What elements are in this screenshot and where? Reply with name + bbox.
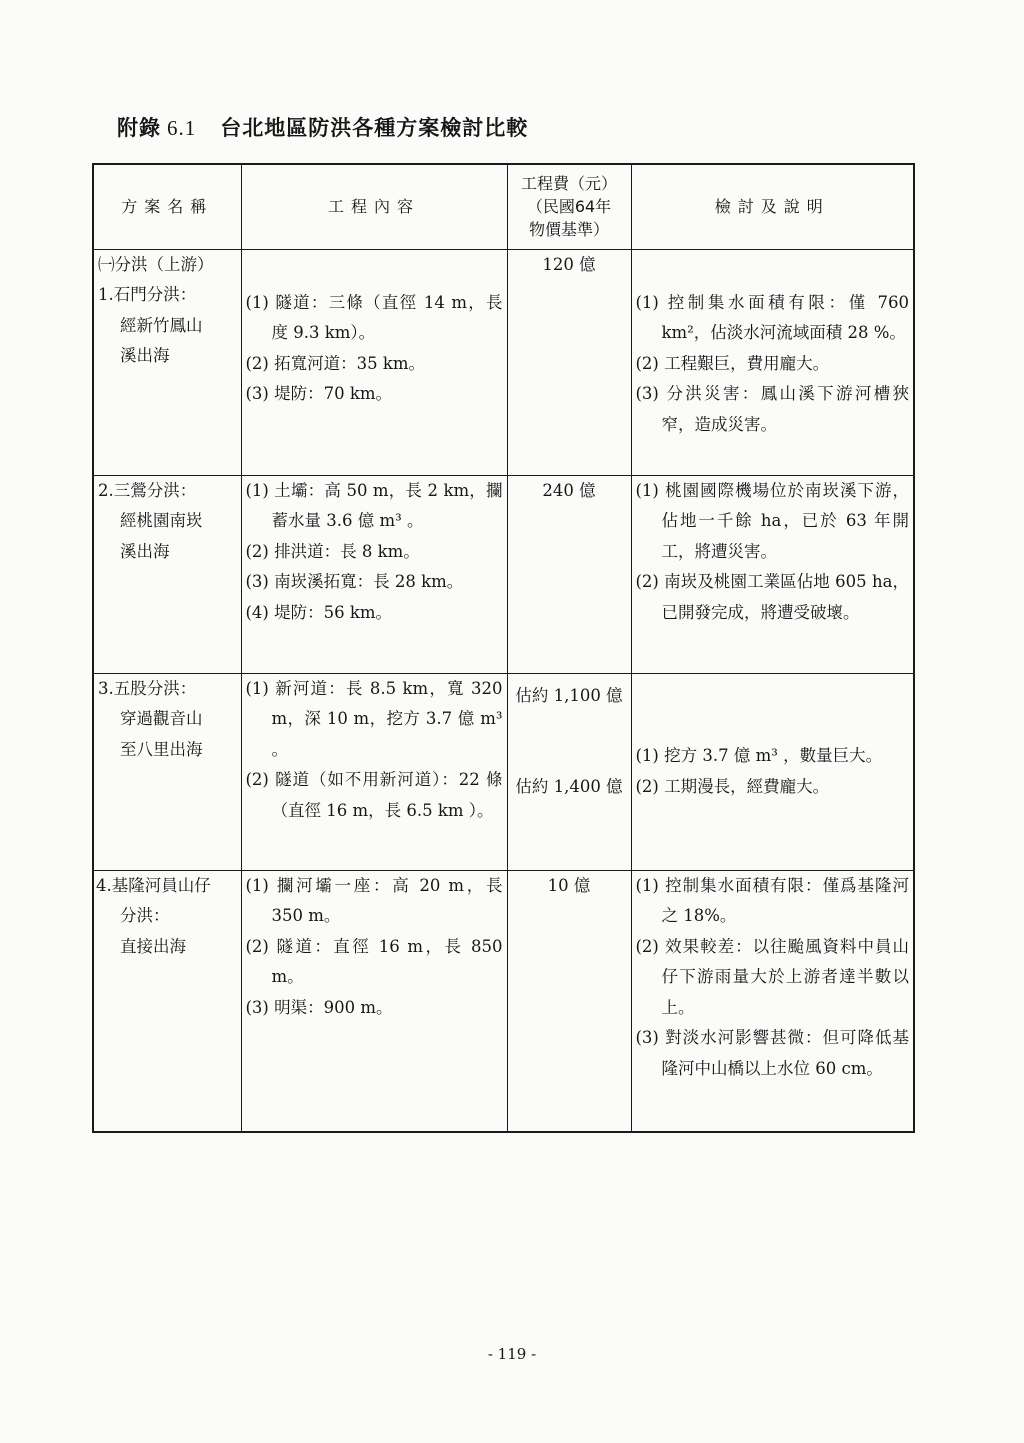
plan-name-cell (93, 870, 241, 1132)
notes-cell (631, 870, 914, 1132)
notes-cell (631, 249, 914, 475)
page-number: - 119 - (487, 1345, 537, 1363)
plan-desc: 經新竹鳳山 (120, 315, 203, 335)
content-item: (2) 隧道：直徑 16 m，長 850 m。 (245, 936, 503, 986)
note-item: (2) 工程艱巨，費用龐大。 (635, 353, 830, 373)
content-item: (3) 明渠：900 m。 (245, 997, 393, 1017)
header-cost-line3: 物價基準） (528, 220, 609, 240)
cost-option-2: 估約 1,400 億 (515, 777, 623, 796)
plan-name: 4.基隆河員山仔 (96, 875, 211, 895)
comparison-table (92, 163, 915, 1133)
content-item: (4) 堤防：56 km。 (245, 602, 393, 622)
header-row (93, 164, 914, 249)
cost-cell: 240 億 (507, 475, 631, 673)
note-item: (1) 挖方 3.7 億 m³ ，數量巨大。 (635, 746, 883, 765)
plan-name-cell (93, 475, 241, 673)
plan-name: 1.石門分洪： (98, 285, 197, 304)
plan-name: 2.三鶯分洪： (98, 480, 197, 500)
table-row (93, 475, 914, 673)
content-item: (2) 隧道（如不用新河道）：22 條（直徑 16 m，長 6.5 km ）。 (245, 770, 503, 820)
plan-desc: 溪出海 (120, 541, 170, 561)
title-text: 台北地區防洪各種方案檢討比較 (220, 116, 529, 140)
content-item: (3) 南崁溪拓寬：長 28 km。 (245, 572, 464, 591)
content-item: (1) 新河道：長 8.5 km，寬 320 m，深 10 m，挖方 3.7 億 m³ 。 (245, 678, 503, 759)
section-heading: ㈠分洪（上游） (98, 254, 214, 274)
plan-name-cell (93, 673, 241, 870)
notes-cell (631, 673, 914, 870)
plan-name-cell (93, 249, 241, 475)
title-number: 6.1 (167, 116, 197, 140)
cost-cell (507, 673, 631, 870)
title-prefix: 附錄 (117, 116, 161, 140)
note-item: (3) 分洪災害：鳳山溪下游河槽狹窄，造成災害。 (635, 384, 909, 434)
note-item: (2) 工期漫長，經費龐大。 (635, 776, 830, 796)
header-cost (507, 164, 631, 249)
table-row (93, 870, 914, 1132)
content-item: (2) 拓寬河道：35 km。 (245, 353, 426, 373)
note-item: (2) 效果較差：以往颱風資料中員山仔下游雨量大於上游者達半數以上。 (635, 936, 909, 1017)
note-item: (1) 控制集水面積有限：僅爲基隆河之 18%。 (635, 875, 909, 925)
content-cell (241, 249, 507, 475)
cost-cell: 120 億 (507, 249, 631, 475)
header-cost-line1: 工程費（元） (520, 174, 617, 194)
plan-desc: 穿過觀音山 (120, 709, 203, 728)
note-item: (3) 對淡水河影響甚微：但可降低基隆河中山橋以上水位 60 cm。 (635, 1028, 909, 1078)
cost-option-1: 估約 1,100 億 (515, 685, 623, 705)
content-cell (241, 673, 507, 870)
notes-cell (631, 475, 914, 673)
plan-desc: 經桃園南崁 (120, 511, 203, 530)
note-item: (2) 南崁及桃園工業區佔地 605 ha，已開發完成，將遭受破壞。 (635, 572, 909, 622)
table-row (93, 249, 914, 475)
header-content: 工程內容 (241, 164, 507, 249)
note-item: (1) 桃園國際機場位於南崁溪下游，佔地一千餘 ha，已於 63 年開工，將遭災害。 (635, 480, 909, 561)
content-cell (241, 870, 507, 1132)
header-name: 方案名稱 (93, 164, 241, 249)
note-item: (1) 控制集水面積有限：僅 760 km²，佔淡水河流域面積 28 %。 (635, 292, 909, 342)
content-item: (1) 隧道：三條（直徑 14 m，長度 9.3 km）。 (245, 292, 503, 342)
content-item: (1) 土壩：高 50 m，長 2 km，攔蓄水量 3.6 億 m³ 。 (245, 480, 503, 530)
page-title (117, 112, 528, 142)
plan-desc: 至八里出海 (120, 739, 203, 759)
plan-name: 3.五股分洪： (98, 678, 197, 698)
header-cost-line2: （民國64年 (526, 197, 612, 217)
plan-desc: 分洪： (120, 906, 170, 925)
plan-desc: 溪出海 (120, 346, 170, 365)
content-cell (241, 475, 507, 673)
content-item: (3) 堤防：70 km。 (245, 384, 393, 403)
content-item: (1) 攔河壩一座：高 20 m，長 350 m。 (245, 875, 503, 925)
cost-cell: 10 億 (507, 870, 631, 1132)
header-notes: 檢討及說明 (631, 164, 914, 249)
content-item: (2) 排洪道：長 8 km。 (245, 541, 420, 561)
plan-desc: 直接出海 (120, 936, 186, 956)
table-row (93, 673, 914, 870)
